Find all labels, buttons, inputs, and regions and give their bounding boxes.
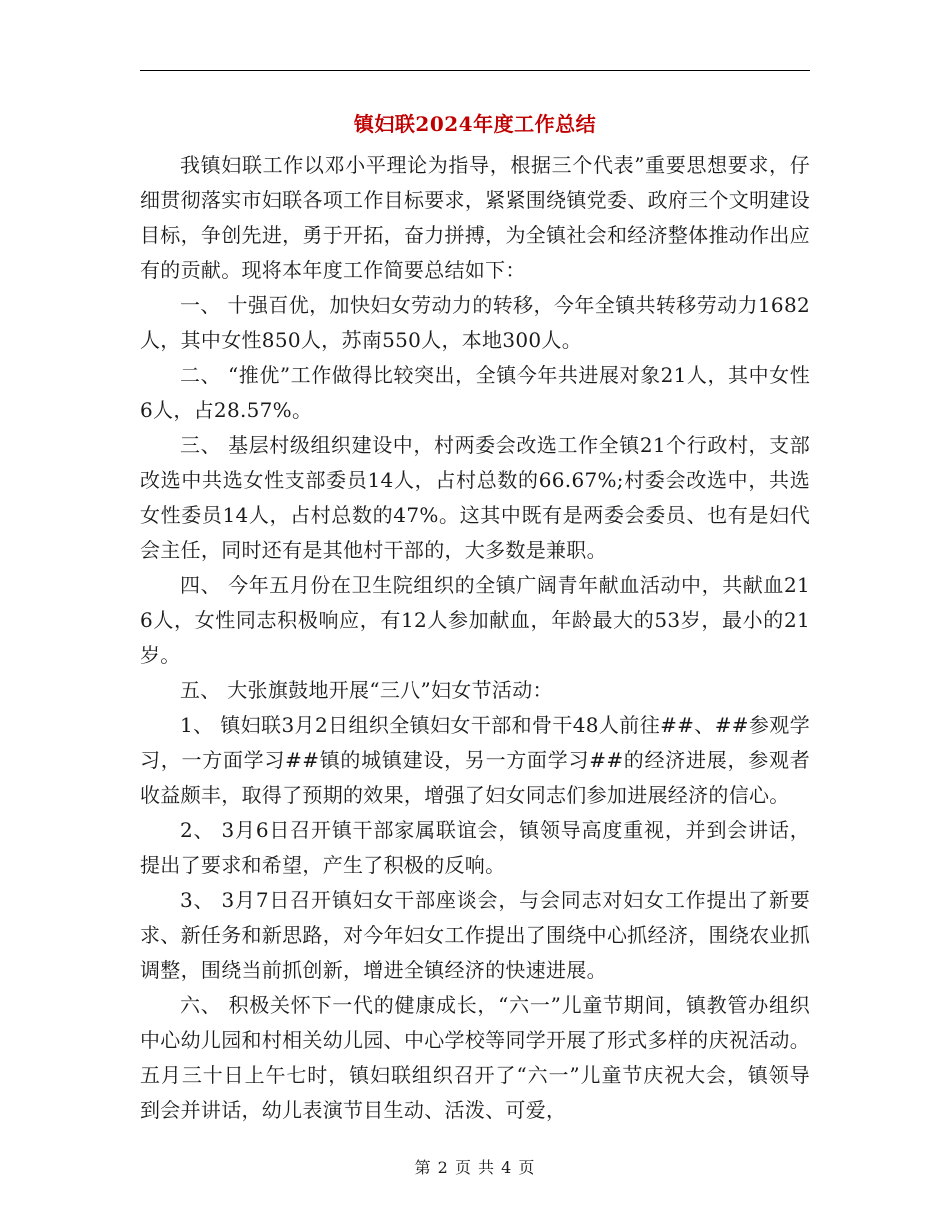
- paragraph-section-6: 六、 积极关怀下一代的健康成长，“六一”儿童节期间，镇教管办组织中心幼儿园和村相关幼儿园、中心学校等同学开展了形式多样的庆祝活动。五月三十日上午七时，镇妇联组织召开了“六一”儿童节庆祝大会，镇领导到会并讲话，幼儿表演节目生动、活泼、可爱，: [140, 993, 810, 1122]
- paragraph-intro: 我镇妇联工作以邓小平理论为指导，根据三个代表”重要思想要求，仔细贯彻落实市妇联各项工作目标要求，紧紧围绕镇党委、政府三个文明建设目标，争创先进，勇于开拓，奋力拼搏，为全镇社会和经济整体推动作出应有的贡献。现将本年度工作简要总结如下：: [140, 153, 810, 282]
- paragraph-section-5: 五、 大张旗鼓地开展“三八”妇女节活动：: [180, 678, 553, 702]
- header-rule: [140, 70, 810, 71]
- page-number-footer: 第 2 页 共 4 页: [414, 1158, 536, 1177]
- document-body: [140, 148, 810, 1128]
- paragraph-section-1: 一、 十强百优，加快妇女劳动力的转移，今年全镇共转移劳动力1682人，其中女性850人，苏南550人，本地300人。: [140, 293, 810, 352]
- paragraph-section-2: 二、 “推优”工作做得比较突出，全镇今年共进展对象21人，其中女性6人，占28.57%。: [140, 363, 810, 422]
- paragraph-item-1: 1、 镇妇联3月2日组织全镇妇女干部和骨干48人前往##、##参观学习，一方面学习##镇的城镇建设，另一方面学习##的经济进展，参观者收益颇丰，取得了预期的效果，增强了妇女同志们参加进展经济的信心。: [140, 713, 810, 807]
- document-title: 镇妇联2024年度工作总结: [353, 112, 597, 136]
- paragraph-section-3: 三、 基层村级组织建设中，村两委会改选工作全镇21个行政村，支部改选中共选女性支部委员14人，占村总数的66.67%;村委会改选中，共选女性委员14人，占村总数的47%。这其中既有是两委会委员、也有是妇代会主任，同时还有是其他村干部的，大多数是兼职。: [140, 433, 810, 562]
- paragraph-item-2: 2、 3月6日召开镇干部家属联谊会，镇领导高度重视，并到会讲话，提出了要求和希望，产生了积极的反响。: [140, 818, 810, 877]
- paragraph-item-3: 3、 3月7日召开镇妇女干部座谈会，与会同志对妇女工作提出了新要求、新任务和新思路，对今年妇女工作提出了围绕中心抓经济，围绕农业抓调整，围绕当前抓创新，增进全镇经济的快速进展。: [140, 888, 810, 982]
- paragraph-section-4: 四、 今年五月份在卫生院组织的全镇广阔青年献血活动中，共献血216人，女性同志积极响应，有12人参加献血，年龄最大的53岁，最小的21岁。: [140, 573, 810, 667]
